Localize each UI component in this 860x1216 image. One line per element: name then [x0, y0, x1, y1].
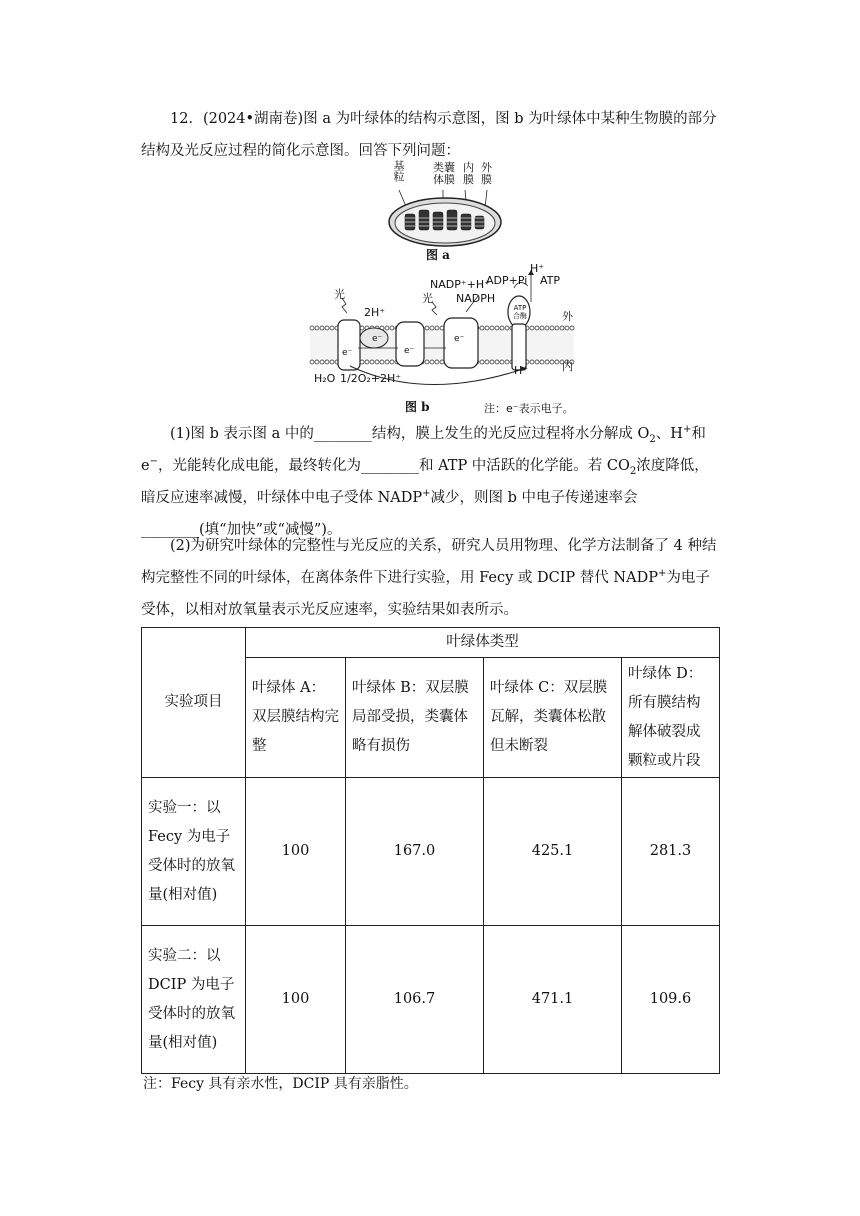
lipid-head: [435, 326, 439, 330]
lipid-head: [535, 360, 539, 364]
lipid-head: [530, 326, 534, 330]
figure-b-caption: 图 b: [405, 400, 430, 414]
table-cell: 109.6: [622, 926, 720, 1074]
table-footnote: 注：Fecy 具有亲水性，DCIP 具有亲脂性。: [143, 1076, 418, 1092]
label-atp-synthase: ATP 合酶: [513, 304, 527, 320]
results-table: [141, 627, 720, 1074]
part-2-text: (2)为研究叶绿体的完整性与光反应的关系，研究人员用物理、化学方法制备了 4 种结构完整性不同的叶绿体，在离体条件下进行实验，用 Fecy 或 DCIP 替代 NADP+为电子受体，以相对放氧量表示光反应速率，实验结果如表所示。: [141, 538, 717, 618]
lipid-head: [365, 360, 369, 364]
lipid-head: [385, 326, 389, 330]
table-header-a: 叶绿体 A：双层膜结构完整: [246, 658, 346, 778]
label-h2o: H₂O: [314, 372, 336, 385]
lipid-head: [480, 326, 484, 330]
lipid-head: [570, 326, 574, 330]
lipid-head: [530, 360, 534, 364]
lipid-head: [325, 326, 329, 330]
lipid-head: [380, 360, 384, 364]
lipid-head: [330, 326, 334, 330]
table-cell: 100: [246, 778, 346, 926]
label-inner-side: 内: [562, 360, 573, 373]
label-inner-membrane: 内膜: [463, 161, 474, 186]
lipid-head: [555, 360, 559, 364]
part-1-s6: 减少，则图 b 中电子传递速率会________(填“加快”或“减慢”)。: [141, 490, 638, 538]
table-cell: 167.0: [346, 778, 484, 926]
lipid-head: [550, 326, 554, 330]
lipid-head: [385, 360, 389, 364]
lipid-head: [480, 360, 484, 364]
lipid-head: [495, 360, 499, 364]
label-outer-side: 外: [562, 310, 573, 323]
table-cell: 100: [246, 926, 346, 1074]
lipid-head: [550, 360, 554, 364]
lipid-head: [370, 360, 374, 364]
lipid-head: [505, 326, 509, 330]
lipid-head: [545, 326, 549, 330]
label-light-2: 光: [422, 292, 433, 305]
label-2h: 2H⁺: [364, 306, 386, 319]
lipid-head: [560, 326, 564, 330]
table-row-label: 实验二：以 DCIP 为电子受体时的放氧量(相对值): [142, 926, 246, 1074]
label-outer-membrane: 外膜: [481, 161, 492, 186]
table-corner-cell: 实验项目: [142, 628, 246, 778]
figure-a: [385, 160, 505, 260]
table-header-b: 叶绿体 B：双层膜局部受损，类囊体略有损伤: [346, 658, 484, 778]
label-h-bottom: H⁺: [514, 364, 529, 377]
lipid-head: [390, 360, 394, 364]
label-grana: 基粒: [392, 160, 405, 182]
label-nadph: NADPH: [456, 292, 496, 305]
part-2-s1: (2)为研究叶绿体的完整性与光反应的关系，研究人员用物理、化学方法制备了 4 种结构完整性不同的叶绿体，在离体条件下进行实验，用 Fecy 或 DCIP 替代 NADP: [141, 538, 717, 586]
table-cell: 281.3: [622, 778, 720, 926]
lipid-head: [545, 360, 549, 364]
part-1-s4: ，光能转化成电能，最终转化为________和 ATP 中活跃的化学能。若 CO: [157, 458, 630, 474]
lipid-head: [565, 326, 569, 330]
lipid-head: [430, 360, 434, 364]
lipid-head: [490, 326, 494, 330]
label-adp: ADP+Pi: [486, 274, 528, 287]
lipid-head: [485, 360, 489, 364]
lipid-head: [320, 360, 324, 364]
question-intro: 12．(2024•湖南卷)图 a 为叶绿体的结构示意图，图 b 为叶绿体中某种生物膜的部分结构及光反应过程的简化示意图。回答下列问题：: [141, 111, 717, 159]
label-nadp: NADP⁺+H⁺: [430, 278, 490, 291]
lipid-head: [435, 360, 439, 364]
label-o2: 1/2O₂+2H⁺: [340, 372, 402, 385]
lipid-head: [540, 360, 544, 364]
lipid-head: [540, 326, 544, 330]
label-electron-1: e⁻: [342, 348, 353, 358]
lipid-head: [425, 360, 429, 364]
part-1-s2: 、H: [655, 426, 683, 442]
lipid-head: [430, 326, 434, 330]
part-1-s5: 浓度降低，暗反应速率减慢，叶绿体中电子受体 NADP: [141, 458, 709, 506]
lipid-head: [330, 360, 334, 364]
part-1-s1: (1)图 b 表示图 a 中的________结构，膜上发生的光反应过程将水分解成 O: [170, 426, 650, 442]
lipid-head: [555, 326, 559, 330]
lipid-head: [360, 360, 364, 364]
lipid-head: [500, 360, 504, 364]
table-row-label: 实验一：以 Fecy 为电子受体时的放氧量(相对值): [142, 778, 246, 926]
label-electron-2: e⁻: [372, 334, 383, 344]
figure-a-caption: 图 a: [426, 248, 450, 262]
table-header-c: 叶绿体 C：双层膜瓦解，类囊体松散但未断裂: [484, 658, 622, 778]
lipid-head: [490, 360, 494, 364]
table-group-header: 叶绿体类型: [246, 628, 720, 658]
label-h-top: H⁺: [530, 262, 545, 275]
lipid-head: [310, 326, 314, 330]
part-1-text: (1)图 b 表示图 a 中的________结构，膜上发生的光反应过程将水分解成 $O_2$、H+和 e−，光能转化成电能，最终转化为________和 ATP 中活跃的化学能。若 $CO_2$浓度降低，暗反应速率减慢，叶绿体中电子受体 NADP+减少，则图 b 中电子传递速率会________(填“加快”或“减慢”)。: [141, 424, 709, 538]
lipid-head: [315, 360, 319, 364]
lipid-head: [505, 360, 509, 364]
lipid-head: [375, 360, 379, 364]
table-cell: 471.1: [484, 926, 622, 1074]
lipid-head: [325, 360, 329, 364]
lipid-head: [535, 326, 539, 330]
label-thylakoid-membrane: 类囊体膜: [433, 161, 455, 186]
label-light-1: 光: [334, 288, 345, 301]
lipid-head: [320, 326, 324, 330]
lipid-head: [500, 326, 504, 330]
lipid-head: [440, 360, 444, 364]
part-2-s2: 为电子受体，以相对放氧量表示光反应速率，实验结果如表所示。: [141, 570, 710, 618]
lipid-head: [315, 326, 319, 330]
table-cell: 425.1: [484, 778, 622, 926]
table-row: [142, 926, 720, 1074]
label-atp: ATP: [540, 274, 561, 287]
figure-b: [306, 262, 590, 412]
table-header-d: 叶绿体 D：所有膜结构解体破裂成颗粒或片段: [622, 658, 720, 778]
table-row: [142, 778, 720, 926]
part-1-s3: 和 e: [141, 426, 706, 474]
lipid-head: [425, 326, 429, 330]
table-cell: 106.7: [346, 926, 484, 1074]
label-electron-4: e⁻: [454, 334, 465, 344]
lipid-head: [485, 326, 489, 330]
lipid-head: [495, 326, 499, 330]
lipid-head: [310, 360, 314, 364]
lipid-head: [390, 326, 394, 330]
figure-b-note: 注：e⁻表示电子。: [484, 402, 574, 415]
lipid-head: [360, 326, 364, 330]
label-electron-3: e⁻: [404, 346, 415, 356]
